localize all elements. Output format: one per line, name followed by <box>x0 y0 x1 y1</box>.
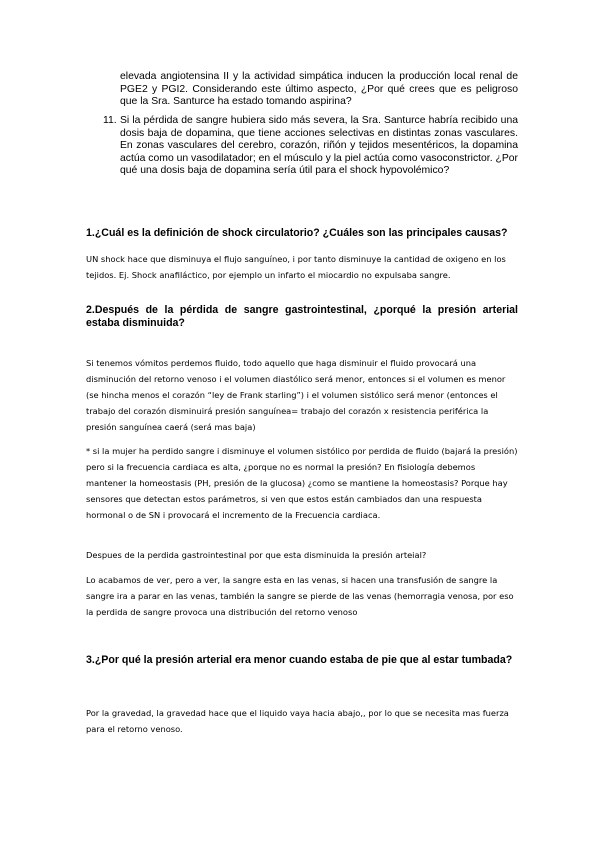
list-item-11-number: 11. <box>103 115 117 126</box>
question-1-heading: 1.¿Cuál es la definición de shock circulatorio? ¿Cuáles son las principales causas? <box>86 227 508 239</box>
question-3-answer: Por la gravedad, la gravedad hace que el liquido vaya hacia abajo,, por lo que se necesita mas fuerza para el retorno venoso. <box>86 708 509 734</box>
question-2-paragraph-1: Si tenemos vómitos perdemos fluido, todo aquello que haga disminuir el fluido provocará una disminución del retorno venoso i el volumen diastólico será menor, entonces si el volumen es menor (se hincha menos el corazón “ley de Frank starling”) i el volumen sistólico será menor (entonces el trabajo del corazón disminuirá presión sanguínea= trabajo del corazón x resistencia periférica la presión sanguínea caerá (será mas baja) <box>86 358 506 432</box>
question-2-paragraph-4: Lo acabamos de ver, pero a ver, la sangre esta en las venas, si hacen una transfusión de sangre la sangre ira a parar en las venas, también la sangre se pierde de las venas (hemorragia venosa, por eso la perdida de sangre provoca una distribución del retorno venoso <box>86 575 514 617</box>
question-3-heading: 3.¿Por qué la presión arterial era menor cuando estaba de pie que al estar tumbada? <box>86 654 513 666</box>
question-1-answer: UN shock hace que disminuya el flujo sanguíneo, i por tanto disminuye la cantidad de oxigeno en los tejidos. Ej. Shock anafiláctico, por ejemplo un infarto el miocardio no expulsaba sangre. <box>86 254 506 280</box>
question-2-heading: 2.Después de la pérdida de sangre gastrointestinal, ¿porqué la presión arterial estaba disminuida? <box>86 304 518 329</box>
question-2-paragraph-3: Despues de la perdida gastrointestinal por que esta disminuida la presión arteial? <box>86 550 427 560</box>
list-item-10-continuation: elevada angiotensina II y la actividad simpática inducen la producción local renal de PGE2 y PGI2. Considerando este último aspecto, ¿Por qué crees que es peligroso que la Sra. Santurce ha estado tomando aspirina? <box>120 71 518 108</box>
question-2-paragraph-2: * si la mujer ha perdido sangre i disminuye el volumen sistólico por perdida de fluido (bajará la presión) pero si la frecuencia cardiaca es alta, ¿porque no es normal la presión? En fisiología debemos mantener la homeostasis (PH, presión de la glucosa) ¿como se mantiene la homeostasis? Porque hay sensores que detectan estos parámetros, si ven que estos están cambiados dan una respuesta hormonal o de SN i provocará el incremento de la Frecuencia cardiaca. <box>86 446 518 520</box>
list-item-11-text: Si la pérdida de sangre hubiera sido más severa, la Sra. Santurce habría recibido una dosis baja de dopamina, que tiene acciones selectivas en distintas zonas vasculares. En zonas vasculares del cerebro, corazón, riñón y tejidos mesentéricos, la dopamina actúa como un vasodilatador; en el músculo y la piel actúa como vasoconstrictor. ¿Por qué una dosis baja de dopamina sería útil para el shock hypovolémico? <box>120 115 518 177</box>
